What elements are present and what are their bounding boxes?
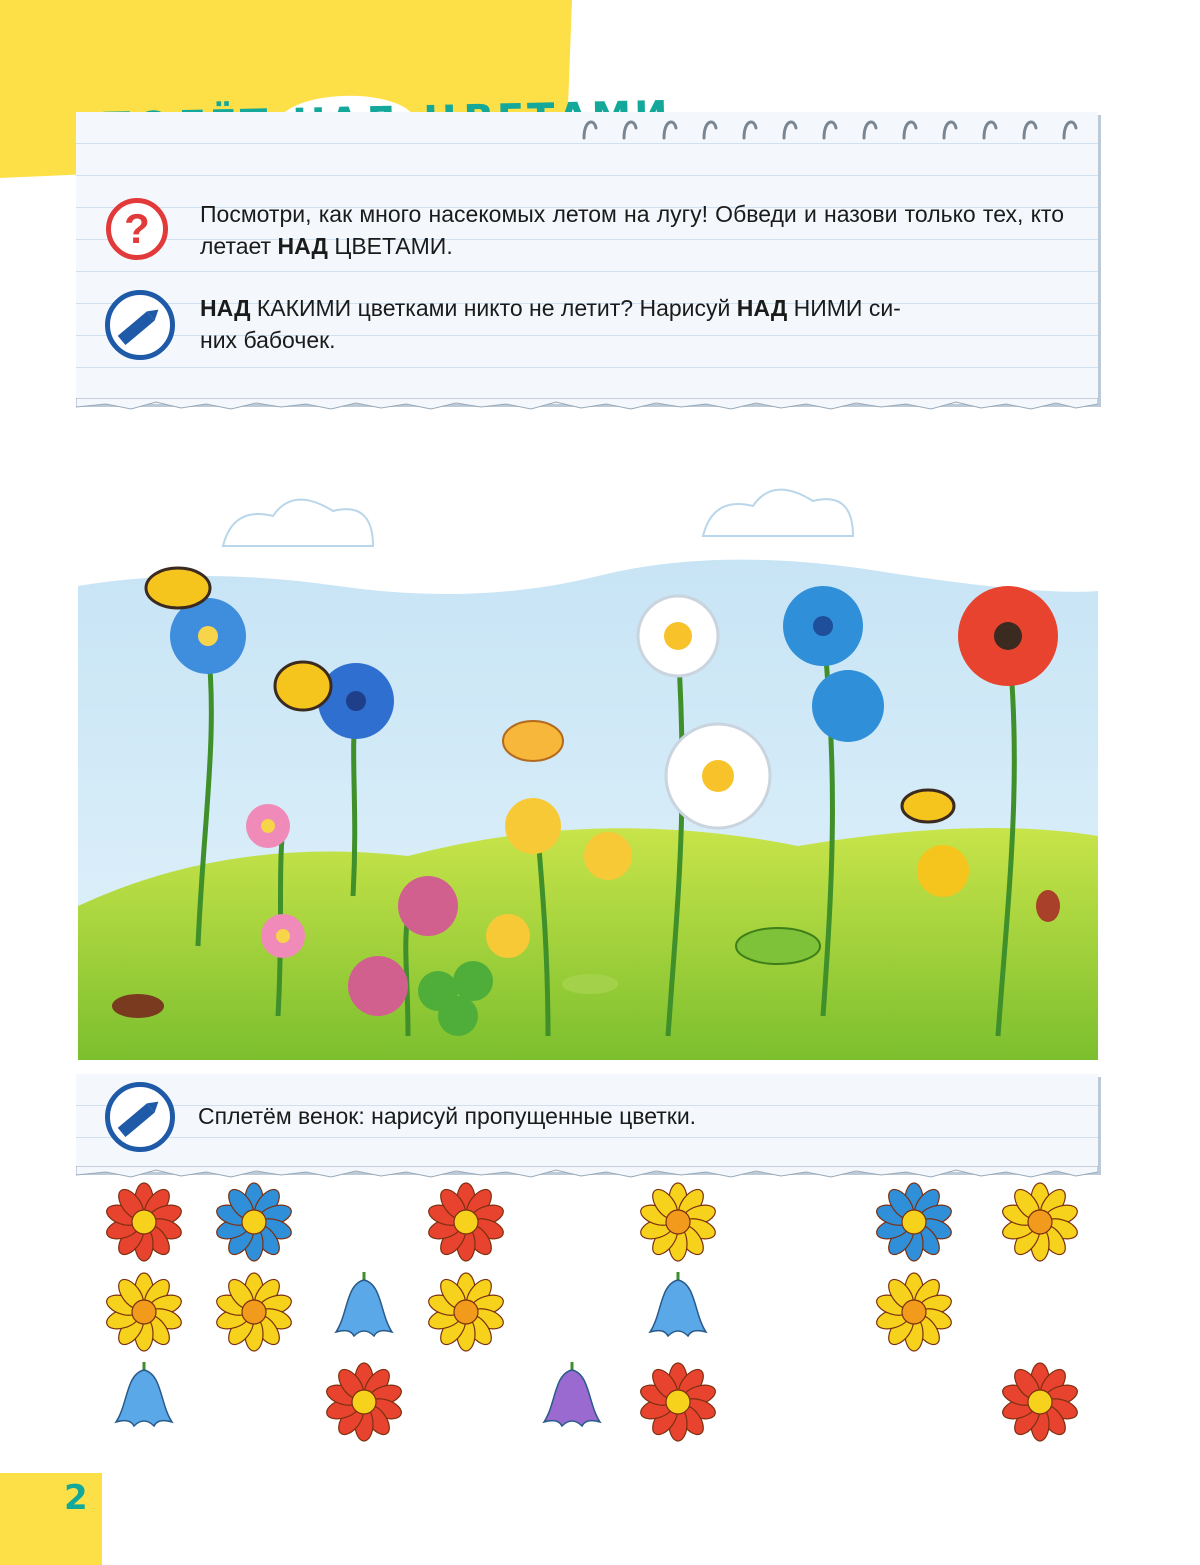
- red-daisy-icon: [322, 1360, 406, 1444]
- yellow-daisy-icon: [212, 1270, 296, 1354]
- yellow-daisy-icon: [872, 1270, 956, 1354]
- pencil-icon: [105, 290, 175, 360]
- red-daisy-icon: [102, 1180, 186, 1264]
- task-1-text: [200, 198, 1064, 262]
- blue-bellflower-icon: [102, 1356, 186, 1440]
- spiral-rings: [574, 110, 1094, 142]
- task-2-text-a: КАКИМИ цветками никто не летит? Нарисуй: [250, 295, 737, 321]
- torn-edge: [76, 398, 1098, 410]
- page-number: 2: [64, 1478, 88, 1518]
- blue-daisy-icon: [872, 1180, 956, 1264]
- task-3-text: Сплетём венок: нарисуй пропущенные цветки.: [198, 1103, 697, 1129]
- yellow-daisy-icon: [102, 1270, 186, 1354]
- question-icon: ?: [106, 198, 168, 260]
- blue-bellflower-icon: [322, 1266, 406, 1350]
- pencil-icon: [105, 1082, 175, 1152]
- yellow-daisy-icon: [636, 1180, 720, 1264]
- blue-bellflower-icon: [636, 1266, 720, 1350]
- red-daisy-icon: [998, 1360, 1082, 1444]
- task-2-text: [200, 292, 1064, 356]
- task-1-bold: НАД: [277, 233, 328, 259]
- yellow-daisy-icon: [424, 1270, 508, 1354]
- blue-daisy-icon: [212, 1180, 296, 1264]
- yellow-daisy-icon: [998, 1180, 1082, 1264]
- task-2-bold-1: НАД: [200, 295, 251, 321]
- task-1-text-a: Посмотри, как много насекомых летом на лугу! Обведи и назови только тех, кто летает: [200, 201, 1064, 259]
- purple-bellflower-icon: [530, 1356, 614, 1440]
- torn-edge-bottom: [76, 1166, 1098, 1178]
- clouds: [223, 490, 853, 546]
- task-1-text-b: ЦВЕТАМИ.: [327, 233, 453, 259]
- red-daisy-icon: [636, 1360, 720, 1444]
- task-2-text-b: НИМИ си- них бабочек.: [200, 295, 901, 353]
- meadow-illustration: [78, 476, 1098, 1060]
- red-daisy-icon: [424, 1180, 508, 1264]
- task-2-bold-2: НАД: [736, 295, 788, 321]
